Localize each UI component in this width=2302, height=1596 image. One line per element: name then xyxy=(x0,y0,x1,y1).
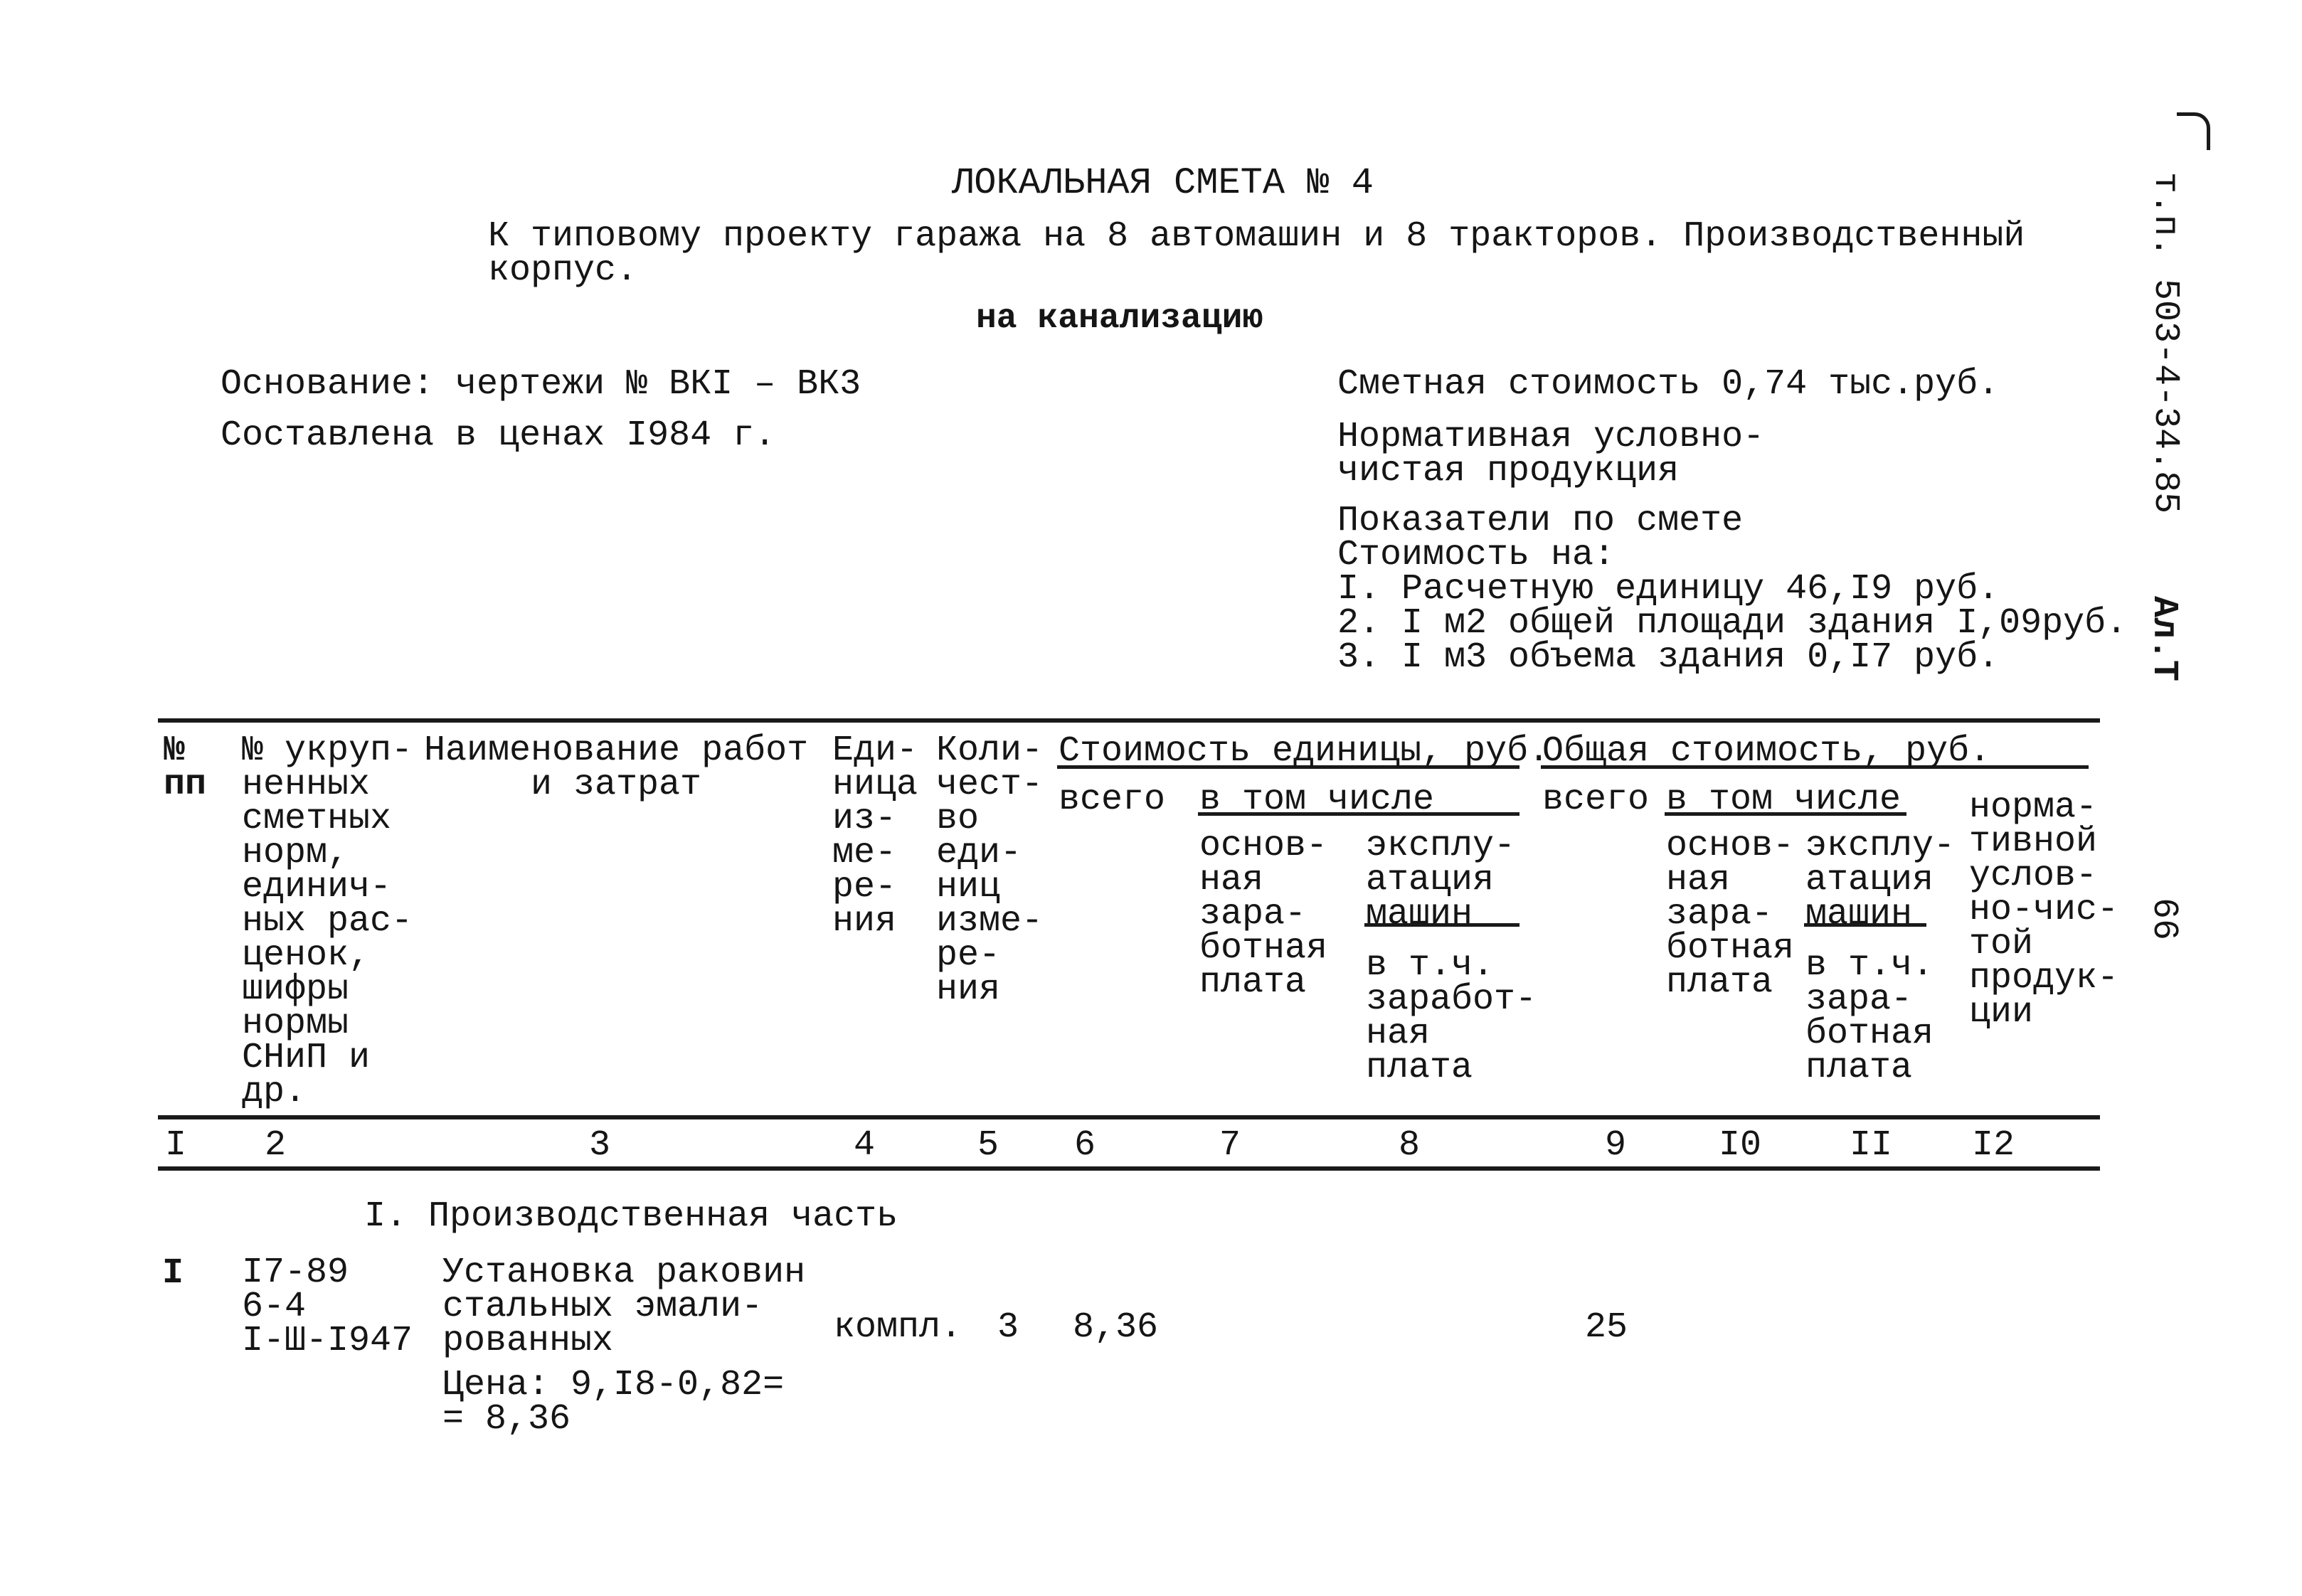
row-1-total: 25 xyxy=(1585,1307,1628,1348)
indicator-per-m3: 3. I м3 объема здания 0,I7 руб. xyxy=(1337,637,2000,678)
column-number-3: 3 xyxy=(589,1125,611,1166)
row-1-codes: I7-89 6-4 I-Ш-I947 xyxy=(242,1252,413,1361)
column-number-4: 4 xyxy=(854,1125,876,1166)
estimated-cost: Сметная стоимость 0,74 тыс.руб. xyxy=(1337,364,2000,405)
header-total-including: в том числе xyxy=(1666,780,1901,820)
indicators-title: Показатели по смете xyxy=(1337,501,1744,541)
header-unit: Еди- ница из- ме- ре- ния xyxy=(832,730,918,942)
subtitle-line-1: К типовому проекту гаража на 8 автомашин и 8 тракторов. Производственный xyxy=(488,216,2025,257)
header-total-cost-group: Общая стоимость, руб. xyxy=(1542,731,1991,772)
header-total-base-salary: основ- ная зара- ботная плата xyxy=(1666,826,1795,1003)
column-number-1: I xyxy=(165,1125,187,1166)
header-row-number: № пп xyxy=(164,730,207,805)
column-number-8: 8 xyxy=(1399,1125,1421,1166)
row-1-unit-cost: 8,36 xyxy=(1073,1307,1159,1348)
column-number-2: 2 xyxy=(265,1125,287,1166)
header-work-name: Наименование работ и затрат xyxy=(424,730,809,805)
column-number-7: 7 xyxy=(1219,1125,1241,1166)
row-1-number: I xyxy=(162,1253,184,1294)
column-numbers-rule xyxy=(158,1166,2100,1171)
indicator-per-unit: I. Расчетную единицу 46,I9 руб. xyxy=(1337,569,2000,610)
indicators-cost-on: Стоимость на: xyxy=(1337,535,1616,575)
estimate-subject: на канализацию xyxy=(976,299,1263,338)
price-level: Составлена в ценах I984 г. xyxy=(221,415,776,456)
header-total-machine-operation: эксплу- атация машин xyxy=(1805,826,1956,935)
header-unit-including: в том числе xyxy=(1199,780,1435,820)
normative-product-line-2: чистая продукция xyxy=(1337,451,1680,491)
row-1-name: Установка раковин стальных эмали- рованных xyxy=(442,1252,806,1361)
header-unit-cost-group: Стоимость единицы, руб. xyxy=(1059,731,1550,772)
header-unit-total: всего xyxy=(1059,780,1166,820)
row-1-quantity: 3 xyxy=(997,1307,1019,1348)
header-normative-product: норма- тивной услов- но-чис- той продук- ции xyxy=(1969,787,2119,1033)
header-bottom-rule xyxy=(158,1115,2100,1119)
column-number-10: I0 xyxy=(1719,1125,1762,1166)
project-code: т.п. 503-4-34.85 xyxy=(2145,172,2185,514)
section-title: I. Производственная часть xyxy=(364,1196,898,1237)
column-number-5: 5 xyxy=(977,1125,999,1166)
column-number-9: 9 xyxy=(1605,1125,1627,1166)
header-total-total: всего xyxy=(1542,780,1650,820)
row-1-unit: компл. xyxy=(834,1307,962,1348)
subtitle-line-2: корпус. xyxy=(488,250,638,291)
estimate-basis: Основание: чертежи № ВКI – ВК3 xyxy=(221,364,861,405)
header-quantity: Коли- чест- во еди- ниц изме- ре- ния xyxy=(936,730,1044,1010)
column-number-11: II xyxy=(1850,1125,1893,1166)
album-number: Ал.Т xyxy=(2143,596,2184,682)
row-1-price-note: Цена: 9,I8-0,82= = 8,36 xyxy=(442,1365,785,1440)
header-unit-machine-salary: в т.ч. заработ- ная плата xyxy=(1366,945,1537,1088)
document-title: ЛОКАЛЬНАЯ СМЕТА № 4 xyxy=(952,162,1374,204)
header-unit-machine-operation: эксплу- атация машин xyxy=(1366,826,1516,935)
table-top-rule xyxy=(158,718,2100,723)
column-number-12: I2 xyxy=(1972,1125,2015,1166)
normative-product-line-1: Нормативная условно- xyxy=(1337,417,1765,457)
indicator-per-m2: 2. I м2 общей площади здания I,09руб. xyxy=(1337,603,2128,644)
header-unit-base-salary: основ- ная зара- ботная плата xyxy=(1199,826,1328,1003)
header-total-machine-salary: в т.ч. зара- ботная плата xyxy=(1805,945,1934,1088)
column-number-6: 6 xyxy=(1074,1125,1096,1166)
header-norm-codes: № укруп- ненных сметных норм, единич- ных рас- ценок, шифры нормы СНиП и др. xyxy=(242,730,413,1112)
corner-mark xyxy=(2177,112,2210,150)
page-number: 66 xyxy=(2143,898,2184,941)
